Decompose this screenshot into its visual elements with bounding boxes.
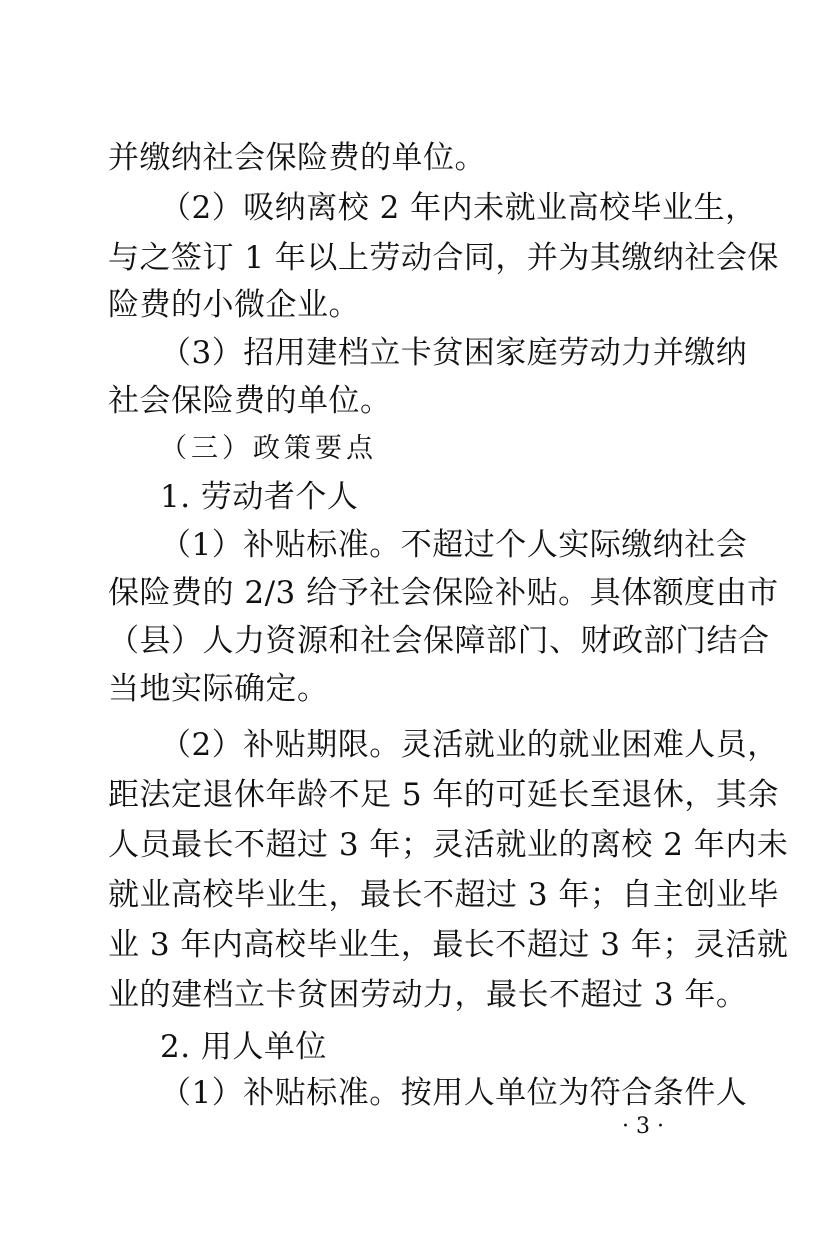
page-number: · 3 ·	[622, 1114, 664, 1139]
body-text-line: （县）人力资源和社会保障部门、财政部门结合	[108, 623, 770, 659]
section-heading: （三）政策要点	[160, 433, 377, 464]
body-text-line: （1）补贴标准。不超过个人实际缴纳社会	[160, 527, 748, 563]
body-text-line: （2）补贴期限。灵活就业的就业困难人员，	[160, 727, 779, 763]
body-text-line: 距法定退休年龄不足 5 年的可延长至退休，其余	[108, 777, 779, 813]
body-text-line: 与之签订 1 年以上劳动合同，并为其缴纳社会保	[108, 240, 779, 276]
body-text-line: （2）吸纳离校 2 年内未就业高校毕业生，	[160, 190, 757, 226]
body-text-line: 就业高校毕业生，最长不超过 3 年；自主创业毕	[108, 877, 779, 913]
body-text-line: 当地实际确定。	[108, 671, 329, 707]
body-text-line: 人员最长不超过 3 年；灵活就业的离校 2 年内未	[108, 827, 789, 863]
body-text-line: （3）招用建档立卡贫困家庭劳动力并缴纳	[160, 335, 748, 371]
body-text-line: 社会保险费的单位。	[108, 383, 392, 419]
body-text-line: 险费的小微企业。	[108, 287, 360, 323]
subsection-heading: 2. 用人单位	[160, 1029, 327, 1065]
body-text-line: （1）补贴标准。按用人单位为符合条件人	[160, 1075, 748, 1111]
subsection-heading: 1. 劳动者个人	[160, 479, 359, 515]
body-text-line: 保险费的 2/3 给予社会保险补贴。具体额度由市	[108, 575, 779, 611]
body-text-line: 业的建档立卡贫困劳动力，最长不超过 3 年。	[108, 977, 748, 1013]
body-text-line: 并缴纳社会保险费的单位。	[108, 140, 486, 176]
body-text-line: 业 3 年内高校毕业生，最长不超过 3 年；灵活就	[108, 927, 789, 963]
